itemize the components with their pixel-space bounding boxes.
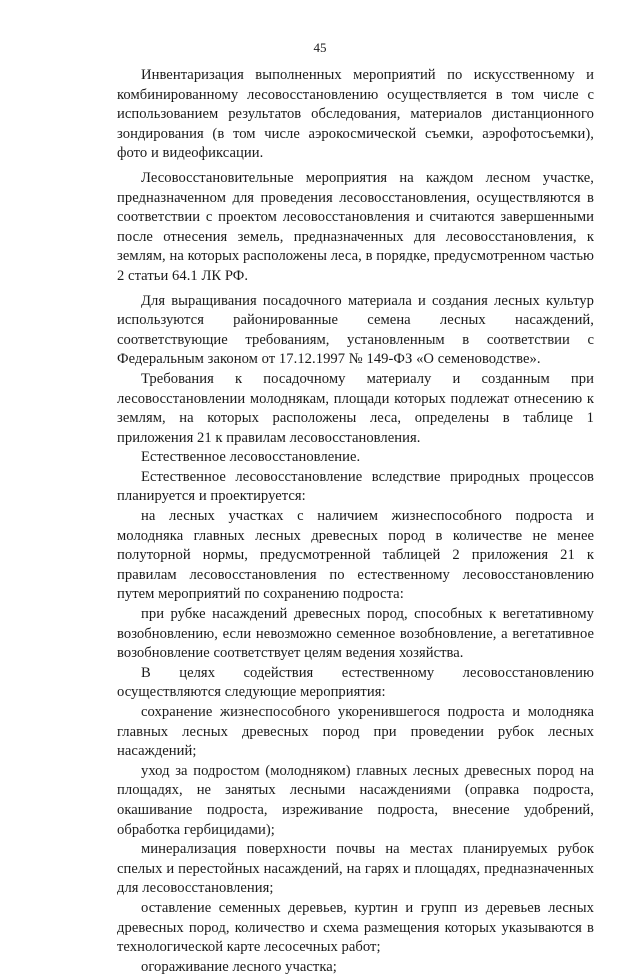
paragraph-preserve-undergrowth: сохранение жизнеспособного укоренившегося подроста и молодняка главных лесных древесных пород при проведении рубок лесных насаждений; <box>117 704 594 760</box>
body-text <box>117 66 594 977</box>
page-number: 45 <box>313 40 327 55</box>
paragraph-reforestation-measures: Лесовосстановительные мероприятия на каждом лесном участке, предназначенном для проведения лесовосстановления, осуществляются в соответствии с проектом лесовосстановления и считаются завершенными после отнесения земель, предназначенных для лесовосстановления, к землям, на которых расположены леса, в порядке, предусмотренном частью 2 статьи 64.1 ЛК РФ. <box>117 169 594 284</box>
paragraph-inventory: Инвентаризация выполненных мероприятий по искусственному и комбинированному лесовосстановлению осуществляется в том числе с использованием результатов обследования, материалов дистанционного зондирования (в том числе аэрокосмической съемки, аэрофотосъемки), фото и видеофиксации. <box>117 67 594 162</box>
paragraph-seed-material: Для выращивания посадочного материала и создания лесных культур используются районированные семена лесных насаждений, соответствующие требованиям, установленным в соответствии с Федеральным законом от 17.12.1997 № 149-ФЗ «О семеноводстве». <box>117 292 594 368</box>
paragraph-assistance-intro: В целях содействия естественному лесовосстановлению осуществляются следующие мероприятия: <box>117 664 594 701</box>
paragraph-requirements: Требования к посадочному материалу и созданным при лесовосстановлении молоднякам, площади которых подлежат отнесению к землям, на которых расположены леса, определены в таблице 1 приложения 21 к правилам лесовосстановления. <box>117 370 594 446</box>
paragraph-vegetative-renewal: при рубке насаждений древесных пород, способных к вегетативному возобновлению, если невозможно семенное возобновление, а вегетативное возобновление соответствует целям ведения хозяйства. <box>117 606 594 662</box>
paragraph-natural-planning: Естественное лесовосстановление вследствие природных процессов планируется и проектируется: <box>117 468 594 505</box>
paragraph-fencing: огораживание лесного участка; <box>141 958 337 975</box>
paragraph-soil-mineralization: минерализация поверхности почвы на местах планируемых рубок спелых и перестойных насаждений, на гарях и площадях, предназначенных для лесовосстановления; <box>117 841 594 897</box>
paragraph-undergrowth-plots: на лесных участках с наличием жизнеспособного подроста и молодняка главных лесных древесных пород в количестве не менее полуторной нормы, предусмотренной таблицей 2 приложения 21 к правилам лесовосстановления по естественному лесовосстановлению путем мероприятий по сохранению подроста: <box>117 508 594 603</box>
paragraph-undergrowth-care: уход за подростом (молодняком) главных лесных древесных пород на площадях, не занятых лесными насаждениями (оправка подроста, окашивание подроста, изреживание подроста, внесение удобрений, обработка гербицидами); <box>117 762 594 838</box>
paragraph-natural-heading: Естественное лесовосстановление. <box>141 449 361 466</box>
paragraph-seed-trees: оставление семенных деревьев, куртин и групп из деревьев лесных древесных пород, количество и схема размещения которых указываются в технологической карте лесосечных работ; <box>117 899 594 956</box>
